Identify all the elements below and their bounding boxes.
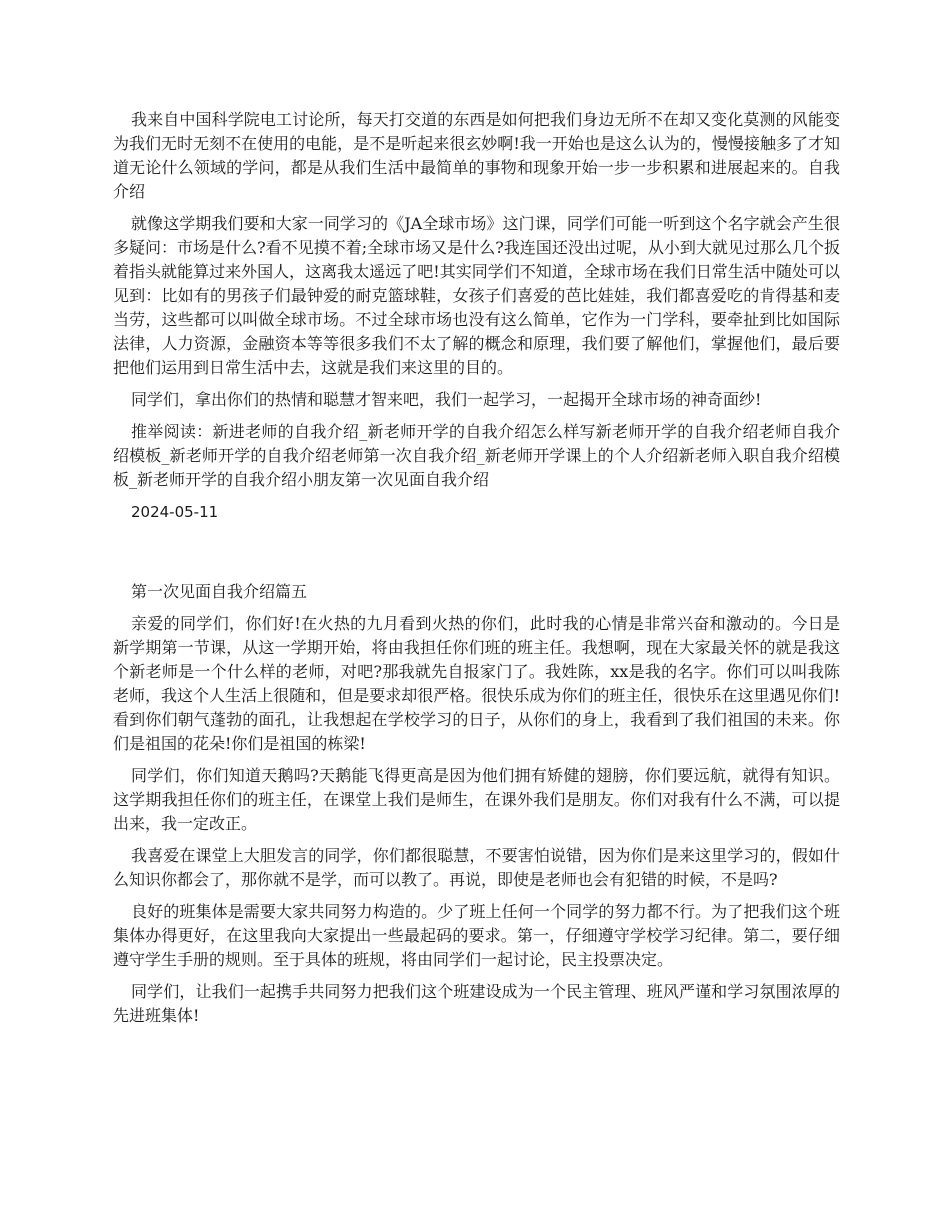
- article2-paragraph-4: 良好的班集体是需要大家共同努力构造的。少了班上任何一个同学的努力都不行。为了把我们这个班集体办得更好，在这里我向大家提出一些最起码的要求。第一，仔细遵守学校学习纪律。第二，要仔细遵守学生手册的规则。至于具体的班规，将由同学们一起讨论，民主投票决定。: [113, 902, 840, 969]
- article2-paragraph-5: 同学们，让我们一起携手共同努力把我们这个班建设成为一个民主管理、班风严谨和学习氛围浓厚的先进班集体!: [113, 982, 840, 1025]
- article2-paragraph-2: 同学们，你们知道天鹅吗?天鹅能飞得更高是因为他们拥有矫健的翅膀，你们要远航，就得有知识。这学期我担任你们的班主任，在课堂上我们是师生，在课外我们是朋友。你们对我有什么不满，可以提出来，我一定改正。: [113, 766, 840, 833]
- publish-date: 2024-05-11: [131, 503, 219, 521]
- article2-paragraph-1: 亲爱的同学们，你们好!在火热的九月看到火热的你们，此时我的心情是非常兴奋和激动的。今日是新学期第一节课，从这一学期开始，将由我担任你们班的班主任。我想啊，现在大家最关怀的就是我这个新老师是一个什么样的老师，对吧?那我就先自报家门了。我姓陈，xx是我的名字。你们可以叫我陈老师，我这个人生活上很随和，但是要求却很严格。很快乐成为你们的班主任，很快乐在这里遇见你们!看到你们朝气蓬勃的面孔，让我想起在学校学习的日子，从你们的身上，我看到了我们祖国的未来。你们是祖国的花朵!你们是祖国的栋梁!: [113, 614, 840, 753]
- article2-paragraph-3: 我喜爱在课堂上大胆发言的同学，你们都很聪慧，不要害怕说错，因为你们是来这里学习的，假如什么知识你都会了，那你就不是学，而可以教了。再说，即使是老师也会有犯错的时候，不是吗?: [113, 846, 840, 889]
- document-page: [113, 108, 840, 1036]
- article1-paragraph-2: 就像这学期我们要和大家一同学习的《JA全球市场》这门课，同学们可能一听到这个名字就会产生很多疑问：市场是什么?看不见摸不着;全球市场又是什么?我连国还没出过呢，从小到大就见过那么几个扳着指头就能算过来外国人，这离我太遥远了吧!其实同学们不知道，全球市场在我们日常生活中随处可以见到：比如有的男孩子们最钟爱的耐克篮球鞋，女孩子们喜爱的芭比娃娃，我们都喜爱吃的肯得基和麦当劳，这些都可以叫做全球市场。不过全球市场也没有这么简单，它作为一门学科，要牵扯到比如国际法律，人力资源，金融资本等等很多我们不太了解的概念和原理，我们要了解他们，掌握他们，最后要把他们运用到日常生活中去，这就是我们来这里的目的。: [113, 214, 840, 377]
- article1-paragraph-3: 同学们，拿出你们的热情和聪慧才智来吧，我们一起学习，一起揭开全球市场的神奇面纱!: [131, 390, 762, 409]
- article1-paragraph-1: 我来自中国科学院电工讨论所，每天打交道的东西是如何把我们身边无所不在却又变化莫测的风能变为我们无时无刻不在使用的电能，是不是听起来很玄妙啊!我一开始也是这么认为的，慢慢接触多了才知道无论什么领域的学问，都是从我们生活中最简单的事物和现象开始一步一步积累和进展起来的。自我介绍: [113, 110, 840, 201]
- section-title: 第一次见面自我介绍篇五: [131, 582, 308, 601]
- recommended-reading: 推举阅读：新进老师的自我介绍_新老师开学的自我介绍怎么样写新老师开学的自我介绍老师自我介绍模板_新老师开学的自我介绍老师第一次自我介绍_新老师开学课上的个人介绍新老师入职自我介绍模板_新老师开学的自我介绍小朋友第一次见面自我介绍: [113, 422, 840, 489]
